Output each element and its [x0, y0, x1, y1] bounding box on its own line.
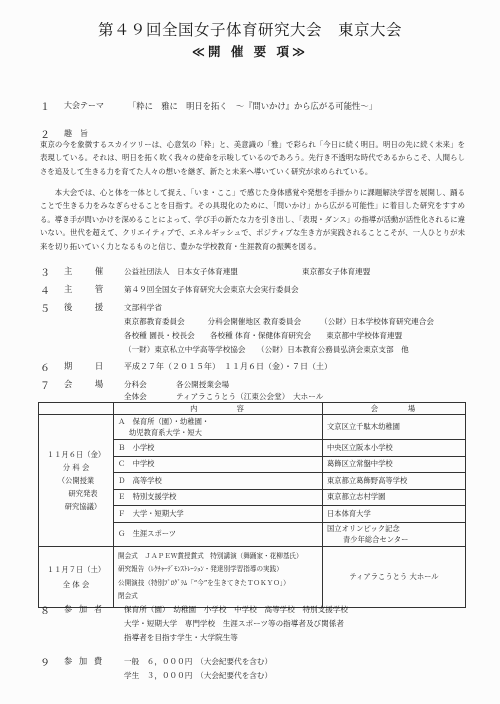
support-line: 文部科学省 — [124, 303, 162, 312]
plenary-item: 閉会式 — [118, 592, 138, 600]
sponsor-org: 公益社団法人 日本女子体育連盟 — [124, 267, 238, 276]
venue-type: 分科会 — [124, 380, 147, 389]
venue-type: 全体会 — [124, 392, 147, 401]
table-header-content: 内 容 — [114, 403, 323, 415]
section-label: 参 加 費 — [64, 656, 105, 666]
document-title: 第４９回全国女子体育研究大会 東京大会 — [97, 21, 402, 39]
fee-line: 一般 ６，０００円 （大会紀要代を含む） — [124, 657, 273, 666]
session-venue-line: 国立オリンピック記念 — [327, 524, 400, 533]
section-number: １ — [40, 102, 50, 113]
purpose-paragraph-1: 東京の今を象徴するスカイツリーは、心意気の「粋」と、美意識の「雅」で彩られ「今日に続く明日。明日の先に続く未来」を表現している。それは、明日を拓く吹く我々の使命を示唆しているのであろう。先行き不透明な時代であるからこそ、人間らしさを追及して生きる力を育てた人々の想いを継ぎ、新たと未来へ導いていく研究が求められている。 — [40, 140, 465, 176]
session-venue-line: 青少年総合センター — [343, 535, 409, 544]
day2-line: １１月７日（土） — [46, 564, 106, 574]
section-number: ６ — [40, 363, 50, 374]
section-number: ４ — [40, 286, 50, 297]
section-number: ２ — [40, 130, 50, 141]
session-venue: 文京区立千駄木幼稚園 — [323, 415, 466, 440]
session-content: Ｅ 特別支援学校 — [114, 489, 323, 506]
document-subtitle: ≪開 催 要 項≫ — [191, 44, 309, 59]
support-line: 各校種 園長・校長会 各校種 体育・保健体育研究会 東京都中学校体育連盟 — [124, 331, 403, 340]
session-content: Ｆ 大学・短期大学 — [114, 506, 323, 523]
day2-line: 全 体 会 — [62, 579, 90, 589]
session-venue: 日本体育大学 — [323, 506, 466, 523]
section-number: ７ — [40, 381, 50, 392]
day1-line: 分 科 会 — [62, 462, 90, 472]
section-label: 趣 旨 — [64, 129, 88, 138]
program-table — [38, 402, 466, 608]
day1-line: 研究協議） — [64, 501, 102, 511]
day1-line: 研究発表 — [68, 488, 98, 498]
management-text: 第４９回全国女子体育研究大会東京大会実行委員会 — [124, 285, 299, 294]
session-content: Ｇ 生涯スポーツ — [114, 522, 323, 546]
venue-place: ティアラこうとう（江東公会堂） 大ホール — [176, 392, 324, 401]
section-number: ９ — [40, 658, 50, 669]
purpose-paragraph-2: 本大会では、心と体を一体として捉え、「いま・ここ」で感じた身体感覚や発想を手掛かりに課題解決学習を展開し、踊ることで生きる力をみなぎらせることを目指す。その具現化のために、「問いかけ」から広がる可能性」に着目した研究をすすめる。導き手が問いかけを深めることによって、学び手の新たな力を引き出し、「表現・ダンス」の指導が活動が活性化されるに違いない。世代を超えて、クリエイティブで、エネルギッシュで、ポジティブな生き方が実践されることこそが、一人ひとりが未来を切り拓いていく力となるものと信じ、豊かな学校教育・生涯教育の振興を図る。 — [40, 188, 465, 251]
session-name: Ａ 保育所（園）・幼稚園・ — [118, 417, 210, 426]
section-label: 後 援 — [64, 302, 106, 312]
section-label: 参 加 者 — [64, 604, 105, 614]
support-line: 東京都教育委員会 分科会開催地区 教育委員会 （公財）日本学校体育研究連合会 — [124, 317, 434, 326]
support-line: （一財）東京私立中学高等学校協会 （公財）日本教育公務員弘済会東京支部 他 — [124, 345, 409, 354]
section-number: ８ — [40, 606, 50, 617]
section-number: ５ — [40, 304, 50, 315]
dates-text: 平成２７年（２０１５年） １１月６日（金）・７日（土） — [124, 362, 332, 371]
session-content: Ｃ 中学校 — [114, 456, 323, 473]
plenary-item: 開会式 ＪＡＰＥＷ賞授賞式 特別講演（舞踊家・花柳基氏） — [118, 551, 303, 560]
section-label: 会 場 — [64, 379, 106, 389]
day2-cell — [39, 546, 114, 607]
section-label: 大会テーマ — [64, 101, 104, 110]
plenary-content — [114, 546, 323, 607]
session-venue: 中央区立阪本小学校 — [323, 440, 466, 457]
session-name-cont: 幼児教育系大学・短大 — [129, 428, 202, 437]
session-content: Ｂ 小学校 — [114, 440, 323, 457]
day1-line: （公開授業 — [57, 475, 95, 485]
session-venue — [323, 522, 466, 546]
plenary-venue: ティアラこうとう 大ホール — [323, 546, 466, 607]
participants-line: 指導者を目指す学生・大学院生等 — [124, 633, 238, 642]
fee-line: 学生 ３，０００円 （大会紀要代を含む） — [124, 671, 273, 680]
venue-place: 各公開授業会場 — [176, 380, 230, 389]
session-content: Ｄ 高等学校 — [114, 473, 323, 490]
session-venue: 東京都立志村学園 — [323, 489, 466, 506]
session-content — [114, 415, 323, 440]
section-label: 期 日 — [64, 361, 106, 371]
table-header-venue: 会 場 — [323, 403, 466, 415]
day1-line: １１月６日（金） — [46, 449, 106, 459]
participants-line: 大学・短期大学 専門学校 生涯スポーツ等の指導者及び関係者 — [124, 619, 344, 628]
session-venue: 葛飾区立常盤中学校 — [323, 456, 466, 473]
plenary-item: 公開演技（特別ﾌﾟﾛｸﾞﾗﾑ「“今”を生きてきたＴＯＫＹＯ」） — [118, 578, 290, 587]
section-label: 主 管 — [64, 284, 106, 294]
section-number: ３ — [40, 268, 50, 279]
table-corner — [39, 403, 114, 415]
plenary-item: 研究報告（ﾚｸﾁｬｰﾃﾞﾓﾝｽﾄﾚｰｼｮﾝ・発達別学習指導の実践） — [118, 565, 283, 573]
participants-line: 保育所（園） 幼稚園 小学校 中学校 高等学校 特別支援学校 — [124, 605, 349, 614]
theme-text: 「粋に 雅に 明日を拓く ～『問いかけ』から広がる可能性～」 — [128, 101, 377, 111]
section-label: 主 催 — [64, 266, 106, 276]
day1-cell — [39, 415, 114, 547]
sponsor-org: 東京都女子体育連盟 — [302, 267, 371, 276]
session-venue: 東京都立葛飾野高等学校 — [323, 473, 466, 490]
